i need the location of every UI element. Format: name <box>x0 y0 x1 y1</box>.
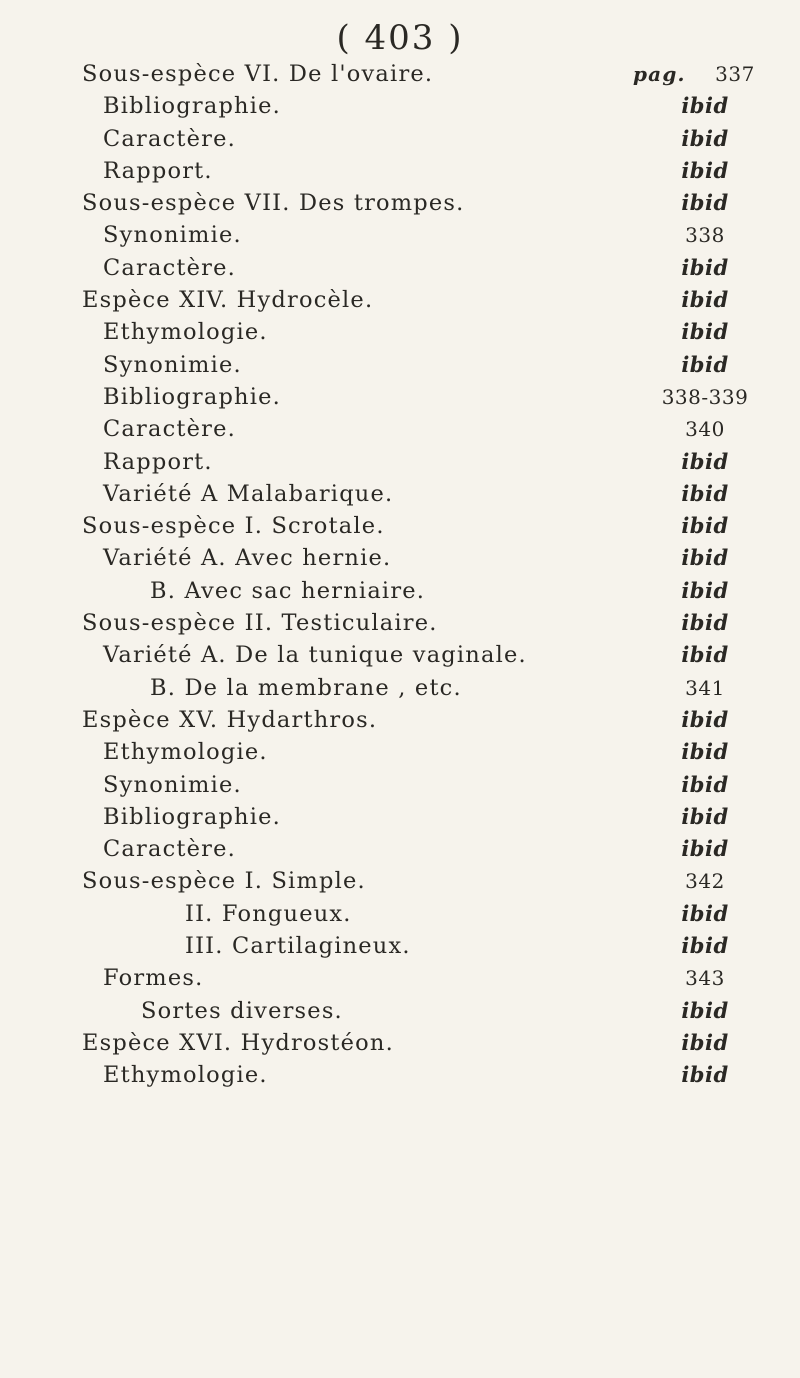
toc-entry-page: ibid <box>681 577 729 603</box>
toc-entry-label: Sous-espèce VII. Des trompes. <box>82 190 465 217</box>
toc-entry-page: ibid <box>681 157 729 183</box>
toc-entry <box>0 187 800 219</box>
toc-entry-page: ibid <box>681 319 729 345</box>
toc-entry <box>0 865 800 897</box>
toc-entry-label: Bibliographie. <box>103 93 282 120</box>
toc-entry-page: ibid <box>681 125 729 151</box>
toc-entry <box>0 995 800 1027</box>
toc-entry <box>0 542 800 574</box>
table-of-contents <box>0 58 800 1092</box>
toc-entry-label: II. Fongueux. <box>185 900 352 927</box>
toc-entry <box>0 736 800 768</box>
toc-entry-label: Caractère. <box>103 254 236 281</box>
toc-entry-page: 341 <box>685 675 725 700</box>
toc-entry-label: Espèce XVI. Hydrostéon. <box>82 1029 394 1056</box>
toc-entry-label: Ethymologie. <box>103 1062 268 1089</box>
toc-entry <box>0 90 800 122</box>
toc-entry <box>0 252 800 284</box>
toc-entry-page: ibid <box>681 739 729 765</box>
toc-entry <box>0 446 800 478</box>
toc-entry <box>0 801 800 833</box>
toc-entry <box>0 607 800 639</box>
toc-entry-page: 342 <box>685 869 725 894</box>
toc-entry-label: Variété A. Avec hernie. <box>103 545 392 572</box>
toc-entry-page: 338-339 <box>661 384 749 409</box>
toc-entry <box>0 478 800 510</box>
toc-entry-page: ibid <box>681 803 729 829</box>
toc-entry-label: Espèce XIV. Hydrocèle. <box>82 287 374 314</box>
toc-entry-label: Synonimie. <box>103 222 242 249</box>
toc-entry <box>0 930 800 962</box>
toc-entry-label: Caractère. <box>103 125 236 152</box>
toc-entry-label: Sous-espèce VI. De l'ovaire. <box>82 61 434 87</box>
toc-entry <box>0 413 800 445</box>
toc-entry-label: Bibliographie. <box>103 383 282 410</box>
toc-entry-page: ibid <box>681 351 729 377</box>
toc-entry-page: ibid <box>681 642 729 668</box>
toc-entry-page: ibid <box>681 900 729 926</box>
toc-entry-page: ibid <box>681 513 729 539</box>
toc-entry-label: Ethymologie. <box>103 319 268 346</box>
toc-entry <box>0 58 800 90</box>
toc-entry-label: Variété A Malabarique. <box>103 480 394 507</box>
toc-entry-page: 340 <box>685 417 725 442</box>
toc-entry <box>0 219 800 251</box>
toc-entry <box>0 1059 800 1091</box>
toc-entry-page: 343 <box>685 966 725 991</box>
toc-entry-page: ibid <box>681 448 729 474</box>
toc-entry <box>0 769 800 801</box>
toc-entry <box>0 898 800 930</box>
toc-entry-page: ibid <box>681 190 729 216</box>
toc-entry-page: ibid <box>681 836 729 862</box>
toc-entry-label: Synonimie. <box>103 771 242 798</box>
toc-entry-page: ibid <box>681 1029 729 1055</box>
toc-entry-label: Sous-espèce I. Scrotale. <box>82 513 385 540</box>
toc-entry <box>0 575 800 607</box>
toc-entry-label: Caractère. <box>103 836 236 863</box>
toc-entry-label: Rapport. <box>103 448 213 475</box>
toc-entry-page: 337 <box>715 62 755 86</box>
toc-entry-label: Formes. <box>103 965 204 992</box>
toc-entry-page: 338 <box>685 223 725 248</box>
toc-entry-page: ibid <box>681 997 729 1023</box>
toc-entry <box>0 639 800 671</box>
toc-entry <box>0 123 800 155</box>
toc-entry-page: ibid <box>681 706 729 732</box>
toc-entry-label: Synonimie. <box>103 351 242 378</box>
toc-entry <box>0 381 800 413</box>
toc-entry-label: Bibliographie. <box>103 803 282 830</box>
toc-entry-page: ibid <box>681 1062 729 1088</box>
toc-entry-page: ibid <box>681 254 729 280</box>
toc-entry-label: Sous-espèce II. Testiculaire. <box>82 610 438 637</box>
toc-entry-label: Variété A. De la tunique vaginale. <box>103 642 527 669</box>
toc-entry-label: Sortes diverses. <box>141 997 343 1024</box>
toc-entry-label: B. De la membrane , etc. <box>150 674 462 701</box>
toc-entry <box>0 155 800 187</box>
pag-label: pag. <box>633 62 686 86</box>
toc-entry <box>0 349 800 381</box>
toc-entry-label: B. Avec sac herniaire. <box>150 577 426 604</box>
toc-entry-label: Ethymologie. <box>103 739 268 766</box>
toc-entry-page: ibid <box>681 545 729 571</box>
toc-entry-label: Espèce XV. Hydarthros. <box>82 706 378 733</box>
toc-entry <box>0 1027 800 1059</box>
toc-entry <box>0 672 800 704</box>
toc-entry <box>0 833 800 865</box>
toc-entry-page: ibid <box>681 480 729 506</box>
toc-entry <box>0 284 800 316</box>
toc-entry-page: ibid <box>681 610 729 636</box>
page-number: ( 403 ) <box>336 18 464 58</box>
toc-entry-page: ibid <box>681 933 729 959</box>
toc-entry <box>0 316 800 348</box>
toc-entry <box>0 704 800 736</box>
toc-entry-page: ibid <box>681 93 729 119</box>
toc-entry-label: Rapport. <box>103 157 213 184</box>
toc-entry <box>0 510 800 542</box>
toc-entry <box>0 962 800 994</box>
toc-entry-page: ibid <box>681 771 729 797</box>
toc-entry-label: Caractère. <box>103 416 236 443</box>
toc-entry-page: ibid <box>681 287 729 313</box>
toc-entry-label: III. Cartilagineux. <box>185 933 411 960</box>
toc-entry-label: Sous-espèce I. Simple. <box>82 868 366 895</box>
